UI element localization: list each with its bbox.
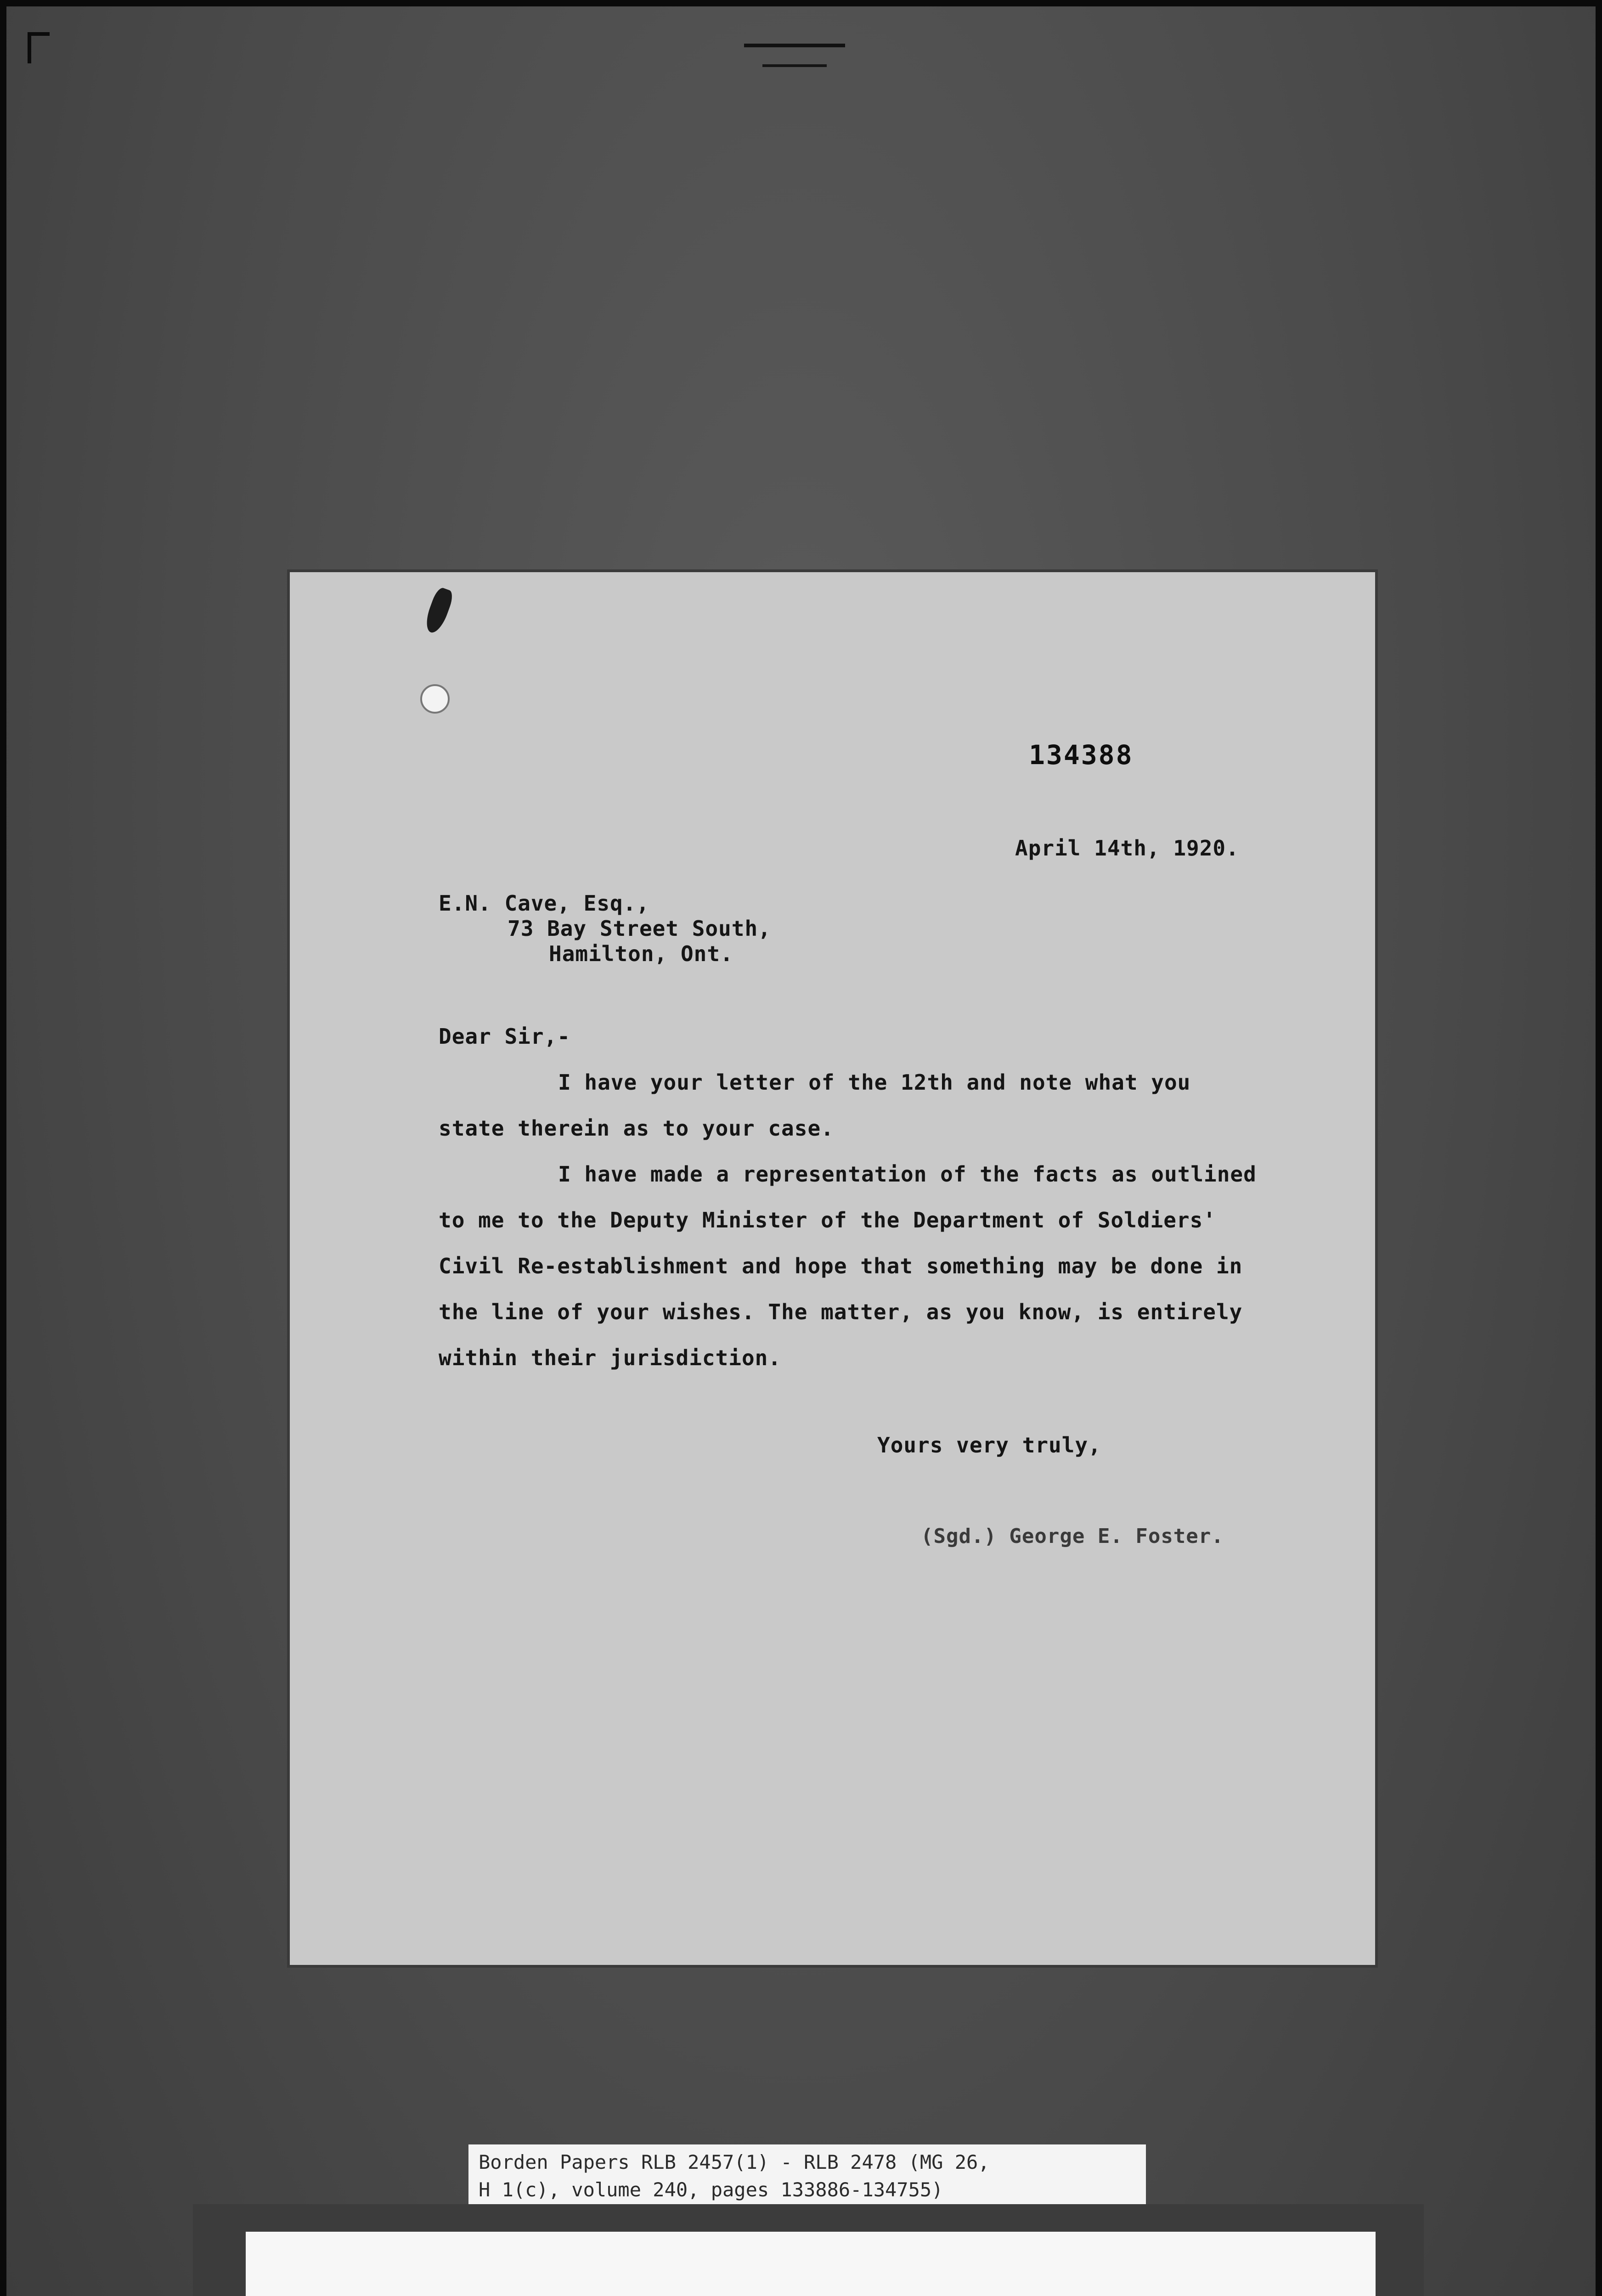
film-corner-mark — [28, 32, 50, 63]
body-line-1: I have your letter of the 12th and note what you — [558, 1070, 1191, 1095]
pen-mark — [422, 586, 455, 636]
addressee-name: E.N. Cave, Esq., — [439, 891, 650, 916]
addressee-street: 73 Bay Street South, — [508, 916, 771, 941]
punch-hole — [420, 684, 450, 714]
reference-strip — [468, 2144, 1146, 2213]
body-line-7: within their jurisdiction. — [439, 1345, 782, 1370]
letter-closing: Yours very truly, — [877, 1433, 1101, 1458]
film-top-mark-secondary — [762, 64, 827, 67]
body-line-4: to me to the Deputy Minister of the Department of Soldiers' — [439, 1208, 1216, 1232]
frame-edge-right — [1596, 0, 1602, 2296]
body-line-6: the line of your wishes. The matter, as you know, is entirely — [439, 1300, 1243, 1324]
body-line-3: I have made a representation of the facts as outlined — [558, 1162, 1257, 1187]
letter-date: April 14th, 1920. — [1015, 836, 1239, 861]
addressee-city: Hamilton, Ont. — [549, 941, 733, 966]
frame-edge-top — [0, 0, 1602, 6]
archives-label-card — [246, 2232, 1376, 2296]
signature-line: (Sgd.) George E. Foster. — [921, 1525, 1224, 1548]
film-top-mark — [744, 44, 845, 47]
salutation: Dear Sir,- — [439, 1024, 570, 1049]
body-line-5: Civil Re-establishment and hope that something may be done in — [439, 1254, 1243, 1278]
reference-line-1: Borden Papers RLB 2457(1) - RLB 2478 (MG 26, — [479, 2151, 990, 2173]
reference-line-2: H 1(c), volume 240, pages 133886-134755) — [479, 2178, 943, 2201]
body-line-2: state therein as to your case. — [439, 1116, 834, 1141]
document-number: 134388 — [1029, 739, 1134, 771]
frame-edge-left — [0, 0, 6, 2296]
letter-sheet — [287, 569, 1378, 1968]
